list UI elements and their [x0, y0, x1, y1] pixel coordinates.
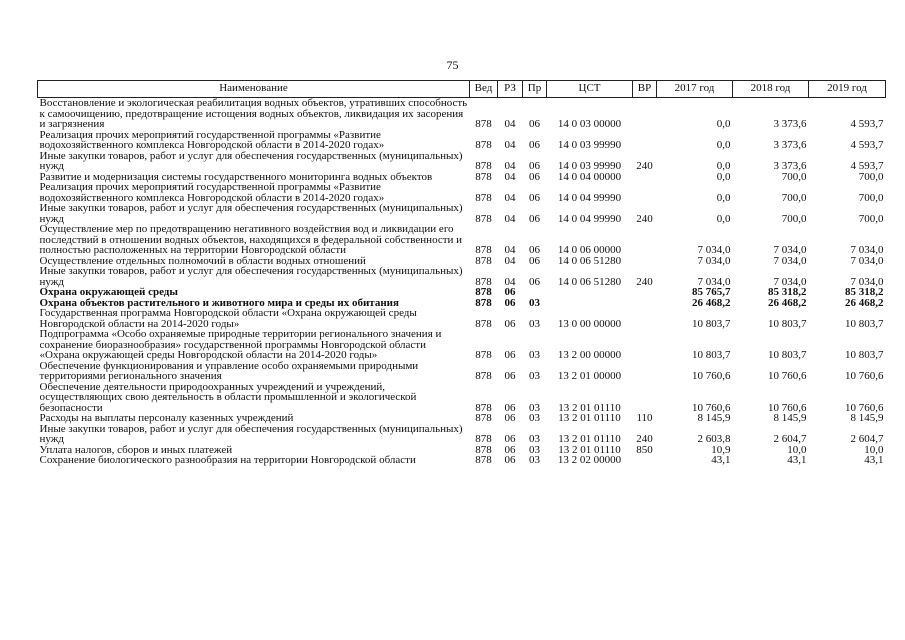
row-2017: 8 145,9 — [697, 412, 731, 424]
row-name: Осуществление отдельных полномочий в области водных отношений — [39, 254, 366, 267]
row-ved: 878 — [475, 212, 492, 225]
header-2017: 2017 год — [657, 81, 733, 98]
row-pr: 03 — [529, 454, 540, 466]
row-2017: 10 760,6 — [692, 401, 731, 414]
row-2018: 7 034,0 — [773, 275, 807, 288]
row-name: Иные закупки товаров, работ и услуг для обеспечения государственных (муниципальных) нужд — [39, 422, 463, 445]
row-2019: 7 034,0 — [850, 244, 884, 256]
row-ved: 878 — [475, 443, 492, 456]
row-2018: 700,0 — [781, 212, 807, 225]
row-pr: 06 — [529, 191, 540, 204]
row-ved: 878 — [475, 317, 492, 330]
row-rz: 06 — [504, 433, 516, 445]
row-cst: 14 0 04 99990 — [557, 212, 622, 225]
row-2017: 0,0 — [716, 118, 731, 130]
row-vr — [633, 382, 657, 414]
row-rz: 06 — [504, 412, 516, 424]
row-2018: 700,0 — [781, 170, 807, 183]
row-2019: 700,0 — [858, 191, 884, 204]
row-cst: 14 0 04 99990 — [557, 191, 622, 204]
row-2017: 0,0 — [716, 191, 731, 204]
row-name: Осуществление мер по предотвращению негативного воздействия вод и ликвидации его последствий в отношении водных объектов, находящихся в федеральной собственности и полностью расположенных на территории Новгородской области — [39, 223, 463, 256]
row-cst: 14 0 03 99990 — [557, 160, 622, 172]
row-vr — [633, 256, 657, 267]
row-cst: 13 2 01 01110 — [558, 433, 621, 445]
row-rz: 04 — [504, 118, 516, 130]
row-2018: 10,0 — [787, 443, 807, 456]
row-vr: 850 — [636, 443, 653, 456]
header-cst: ЦСТ — [547, 81, 633, 98]
row-2018: 8 145,9 — [773, 412, 807, 424]
row-vr — [633, 287, 657, 298]
row-vr — [633, 172, 657, 183]
row-ved: 878 — [475, 349, 492, 361]
row-2019: 10 803,7 — [845, 349, 884, 361]
row-2017: 0,0 — [716, 212, 731, 225]
row-name: Иные закупки товаров, работ и услуг для обеспечения государственных (муниципальных) нужд — [39, 149, 463, 172]
row-ved: 878 — [475, 170, 492, 183]
row-pr: 03 — [529, 433, 540, 445]
row-rz: 06 — [504, 317, 516, 330]
row-vr — [633, 308, 657, 329]
row-pr: 03 — [529, 412, 540, 424]
row-pr: 03 — [529, 401, 540, 414]
row-pr: 03 — [529, 349, 540, 361]
row-2018: 43,1 — [787, 454, 807, 466]
row-name: Подпрограмма «Особо охраняемые природные территории регионального значения и сохранение биоразнообразия» государственной программы Новгородской области «Охрана окружающей среды Новгородской области на 2014-2020 годы» — [39, 328, 442, 361]
row-2019: 43,1 — [864, 454, 884, 466]
row-2017: 10,9 — [711, 443, 731, 456]
row-cst: 14 0 03 00000 — [557, 118, 622, 130]
row-2017: 0,0 — [716, 139, 731, 151]
table-row — [38, 424, 886, 445]
row-ved: 878 — [475, 433, 492, 445]
row-ved: 878 — [475, 160, 492, 172]
header-pr: Пр — [523, 81, 547, 98]
row-2018: 7 034,0 — [773, 244, 807, 256]
row-cst — [547, 287, 633, 298]
table-row — [38, 287, 886, 298]
header-2018: 2018 год — [733, 81, 809, 98]
row-name: Государственная программа Новгородской области «Охрана окружающей среды Новгородской области на 2014-2020 годы» — [39, 307, 417, 330]
row-2019: 2 604,7 — [850, 433, 884, 445]
row-2018: 26 468,2 — [768, 296, 807, 309]
row-2017: 0,0 — [716, 170, 731, 183]
row-name: Обеспечение деятельности природоохранных учреждений и учреждений, осуществляющих свою деятельность в области промышленной и экологической безопасности — [39, 380, 417, 414]
row-2017: 0,0 — [716, 160, 731, 172]
row-name: Сохранение биологического разнообразия на территории Новгородской области — [39, 454, 416, 466]
row-2019: 4 593,7 — [850, 160, 884, 172]
row-name: Иные закупки товаров, работ и услуг для обеспечения государственных (муниципальных) нужд — [39, 202, 463, 225]
row-cst: 13 2 01 01110 — [558, 412, 621, 424]
row-rz: 04 — [504, 244, 516, 256]
row-pr: 06 — [529, 275, 540, 288]
row-name: Иные закупки товаров, работ и услуг для обеспечения государственных (муниципальных) нужд — [39, 265, 463, 288]
row-ved: 878 — [475, 275, 492, 288]
row-2018: 3 373,6 — [773, 139, 807, 151]
row-name: Обеспечение функционирования и управление особо охраняемыми природными территориями регионального значения — [39, 359, 419, 382]
row-2017: 7 034,0 — [697, 244, 731, 256]
row-cst: 14 0 06 00000 — [557, 244, 622, 256]
row-vr: 240 — [636, 212, 653, 225]
row-vr — [633, 182, 657, 203]
row-2017: 10 760,6 — [692, 370, 731, 382]
row-rz: 06 — [504, 349, 516, 361]
table-row — [38, 98, 886, 130]
row-vr: 240 — [636, 160, 653, 172]
row-2018: 3 373,6 — [773, 118, 807, 130]
row-2018: 7 034,0 — [773, 254, 807, 267]
table-row — [38, 382, 886, 414]
row-rz: 06 — [504, 370, 516, 382]
row-2018: 2 604,7 — [773, 433, 807, 445]
row-pr: 06 — [529, 254, 540, 267]
row-pr: 06 — [529, 160, 540, 172]
row-cst: 13 2 01 00000 — [557, 370, 622, 382]
row-pr: 06 — [529, 170, 540, 183]
table-row — [38, 413, 886, 424]
row-2017: 43,1 — [711, 454, 731, 466]
header-2019: 2019 год — [809, 81, 886, 98]
row-2019: 85 318,2 — [845, 286, 884, 298]
row-cst: 13 2 01 01110 — [558, 443, 621, 456]
row-2018: 10 803,7 — [768, 317, 807, 330]
table-row — [38, 308, 886, 329]
row-cst: 14 0 04 00000 — [557, 170, 622, 183]
row-2018: 85 318,2 — [768, 286, 807, 298]
row-2017: 26 468,2 — [692, 296, 731, 309]
row-rz: 04 — [504, 254, 516, 267]
row-2019: 700,0 — [858, 212, 884, 225]
row-ved: 878 — [475, 401, 492, 414]
row-rz: 04 — [504, 191, 516, 204]
row-rz: 04 — [504, 160, 516, 172]
row-rz: 04 — [504, 170, 516, 183]
table-row — [38, 151, 886, 172]
row-pr: 03 — [529, 296, 540, 309]
row-2019: 7 034,0 — [850, 254, 884, 267]
header-rz: РЗ — [498, 81, 523, 98]
row-2018: 10 803,7 — [768, 349, 807, 361]
row-vr — [633, 298, 657, 309]
row-cst: 13 2 02 00000 — [557, 454, 622, 466]
row-2019: 10 760,6 — [845, 370, 884, 382]
row-rz: 06 — [504, 296, 516, 309]
row-name: Развитие и модернизация системы государственного мониторинга водных объектов — [39, 170, 433, 183]
row-2019: 8 145,9 — [850, 412, 884, 424]
row-2017: 10 803,7 — [692, 349, 731, 361]
row-vr — [633, 455, 657, 466]
row-pr — [523, 287, 547, 298]
row-2019: 700,0 — [858, 170, 884, 183]
row-vr — [633, 98, 657, 130]
row-name: Реализация прочих мероприятий государственной программы «Развитие водохозяйственного комплекса Новгородской области в 2014-2020 годах» — [39, 181, 385, 204]
row-2019: 10,0 — [864, 443, 884, 456]
row-2018: 3 373,6 — [773, 160, 807, 172]
row-vr — [633, 224, 657, 256]
row-name: Расходы на выплаты персоналу казенных учреждений — [39, 412, 294, 424]
row-cst: 14 0 06 51280 — [557, 254, 622, 267]
row-cst: 14 0 06 51280 — [557, 275, 622, 288]
header-ved: Вед — [470, 81, 498, 98]
header-name: Наименование — [38, 81, 470, 98]
row-ved: 878 — [475, 370, 492, 382]
row-pr: 03 — [529, 443, 540, 456]
row-ved: 878 — [475, 286, 492, 298]
row-2019: 26 468,2 — [845, 296, 884, 309]
row-ved: 878 — [475, 412, 492, 424]
table-row — [38, 361, 886, 382]
row-vr: 240 — [636, 275, 653, 288]
row-pr: 06 — [529, 244, 540, 256]
row-2018: 10 760,6 — [768, 401, 807, 414]
row-name: Охрана объектов растительного и животного мира и среды их обитания — [39, 296, 399, 309]
row-name: Уплата налогов, сборов и иных платежей — [39, 443, 233, 456]
row-vr — [633, 130, 657, 151]
row-vr: 240 — [636, 433, 653, 445]
row-2019: 4 593,7 — [850, 118, 884, 130]
row-rz: 06 — [504, 286, 516, 298]
row-2017: 2 603,8 — [697, 433, 731, 445]
row-cst: 13 0 00 00000 — [557, 317, 622, 330]
row-pr: 03 — [529, 317, 540, 330]
row-pr: 06 — [529, 118, 540, 130]
row-rz: 04 — [504, 275, 516, 288]
row-ved: 878 — [475, 118, 492, 130]
row-vr — [633, 361, 657, 382]
row-2017: 85 765,7 — [692, 286, 731, 298]
row-cst: 13 2 01 01110 — [558, 401, 621, 414]
row-vr — [633, 329, 657, 361]
table-row — [38, 130, 886, 151]
row-rz: 04 — [504, 139, 516, 151]
table-row — [38, 266, 886, 287]
row-rz: 04 — [504, 212, 516, 225]
row-cst: 13 2 00 00000 — [557, 349, 622, 361]
row-pr: 06 — [529, 212, 540, 225]
row-name: Реализация прочих мероприятий государственной программы «Развитие водохозяйственного комплекса Новгородской области в 2014-2020 годах» — [39, 128, 385, 151]
row-cst: 14 0 03 99990 — [557, 139, 622, 151]
row-pr: 06 — [529, 139, 540, 151]
row-rz: 06 — [504, 454, 516, 466]
table-row — [38, 455, 886, 466]
row-ved: 878 — [475, 254, 492, 267]
row-name: Охрана окружающей среды — [39, 286, 178, 298]
row-2017: 10 803,7 — [692, 317, 731, 330]
table-row — [38, 329, 886, 361]
row-2019: 4 593,7 — [850, 139, 884, 151]
table-row — [38, 182, 886, 203]
page-number: 75 — [446, 58, 459, 72]
header-vr: ВР — [633, 81, 657, 98]
row-rz: 06 — [504, 443, 516, 456]
row-2019: 7 034,0 — [850, 275, 884, 288]
row-2017: 7 034,0 — [697, 254, 731, 267]
row-2019: 10 803,7 — [845, 317, 884, 330]
row-cst — [547, 298, 633, 309]
row-ved: 878 — [475, 296, 492, 309]
row-2018: 700,0 — [781, 191, 807, 204]
row-ved: 878 — [475, 191, 492, 204]
row-ved: 878 — [475, 454, 492, 466]
table-header-row — [38, 81, 886, 98]
row-rz: 06 — [504, 401, 516, 414]
row-2017: 7 034,0 — [697, 275, 731, 288]
row-ved: 878 — [475, 244, 492, 256]
row-2019: 10 760,6 — [845, 401, 884, 414]
row-pr: 03 — [529, 370, 540, 382]
row-vr: 110 — [636, 412, 653, 424]
row-2018: 10 760,6 — [768, 370, 807, 382]
budget-table — [37, 80, 886, 466]
table-row — [38, 224, 886, 256]
row-name: Восстановление и экологическая реабилитация водных объектов, утративших способность к самоочищению, предотвращение истощения водных объектов, ликвидация их засорения и загрязнения — [39, 97, 468, 130]
table-row — [38, 203, 886, 224]
row-ved: 878 — [475, 139, 492, 151]
